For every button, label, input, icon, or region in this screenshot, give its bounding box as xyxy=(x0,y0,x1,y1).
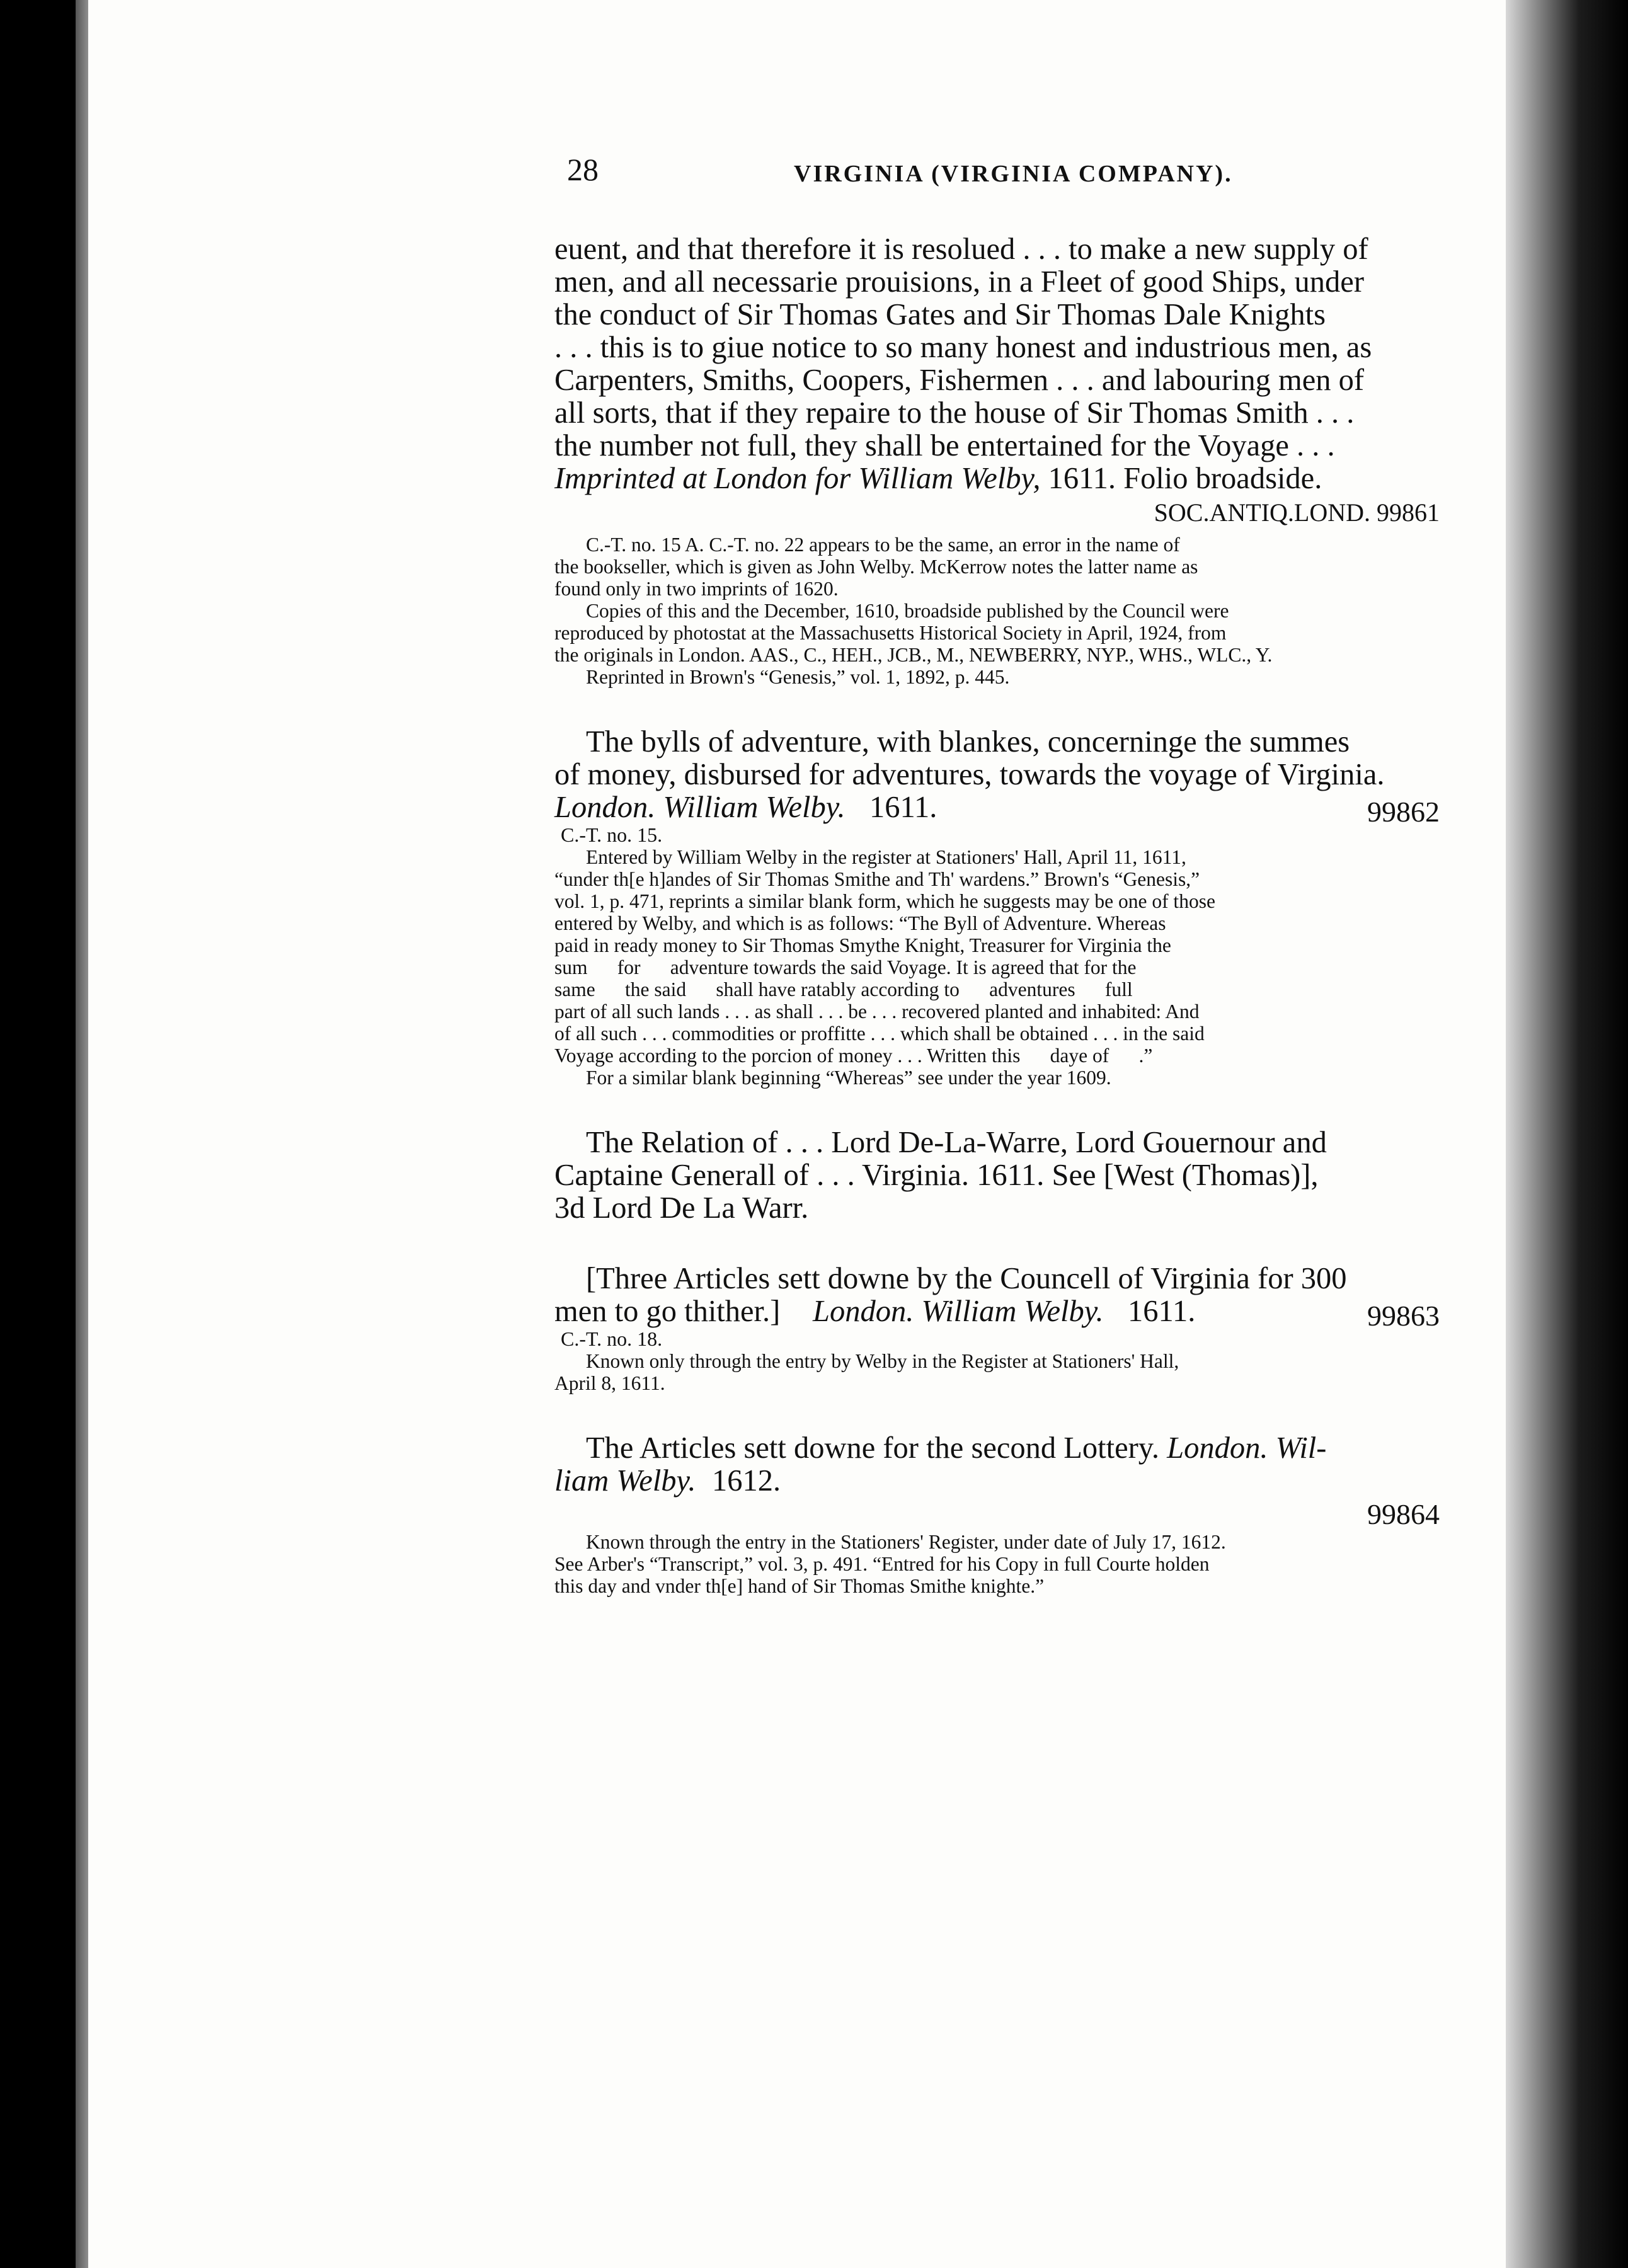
page-content xyxy=(554,233,1440,1597)
note-line: same the said shall have ratably according to adventures full xyxy=(554,978,1133,1000)
entry-number: 99863 xyxy=(1367,1300,1440,1332)
imprint-detail: 1611. Folio broadside. xyxy=(1048,462,1322,495)
text-line: Carpenters, Smiths, Coopers, Fishermen . . . and labouring men of xyxy=(554,364,1365,397)
text-line: the number not full, they shall be entertained for the Voyage . . . xyxy=(554,429,1335,462)
imprint-year: 1612. xyxy=(712,1464,781,1498)
imprint: liam Welby. xyxy=(554,1464,696,1498)
imprint-line xyxy=(554,462,1440,495)
note-line: Copies of this and the December, 1610, broadside published by the Council were xyxy=(586,600,1229,622)
location-number: SOC.ANTIQ.LOND. 99861 xyxy=(1154,498,1440,527)
entry-relation xyxy=(554,1126,1440,1225)
note-line: Voyage according to the porcion of money . . . Written this daye of .” xyxy=(554,1045,1153,1067)
text-line: The bylls of adventure, with blankes, concerninge the summes xyxy=(586,725,1350,759)
imprint-row xyxy=(554,791,1440,828)
note-line: See Arber's “Transcript,” vol. 3, p. 491. “Entred for his Copy in full Courte holden xyxy=(554,1553,1210,1575)
entry-text xyxy=(554,726,1440,791)
note-line: Reprinted in Brown's “Genesis,” vol. 1, 1892, p. 445. xyxy=(586,666,1010,688)
note-line: paid in ready money to Sir Thomas Smythe Knight, Treasurer for Virginia the xyxy=(554,934,1171,956)
entry-99863 xyxy=(554,1263,1440,1394)
imprint: London. Wil- xyxy=(1167,1431,1327,1465)
entry-text xyxy=(554,1432,1440,1465)
text-line: Captaine Generall of . . . Virginia. 1611. See [West (Thomas)], xyxy=(554,1159,1319,1192)
imprint-year: 1611. xyxy=(869,791,937,824)
text-line: euent, and that therefore it is resolued . . . to make a new supply of xyxy=(554,232,1368,266)
note-line: part of all such lands . . . as shall . . . be . . . recovered planted and inhabited: And xyxy=(554,1000,1200,1022)
text-line: of money, disbursed for adventures, towards the voyage of Virginia. xyxy=(554,758,1385,791)
running-title: VIRGINIA (VIRGINIA COMPANY). xyxy=(794,161,1233,187)
note-line: Known through the entry in the Stationers' Register, under date of July 17, 1612. xyxy=(586,1531,1226,1553)
text-line: . . . this is to giue notice to so many honest and industrious men, as xyxy=(554,331,1372,364)
entry-number: 99864 xyxy=(1367,1498,1440,1530)
note-line: entered by Welby, and which is as follows: “The Byll of Adventure. Whereas xyxy=(554,912,1166,934)
text-line xyxy=(554,1432,1440,1465)
entry-notes xyxy=(554,846,1440,1089)
imprint: Imprinted at London for William Welby, xyxy=(554,462,1041,495)
note-line: found only in two imprints of 1620. xyxy=(554,578,839,600)
note-line: the originals in London. AAS., C., HEH., JCB., M., NEWBERRY, NYP., WHS., WLC., Y. xyxy=(554,644,1273,666)
entry-text xyxy=(554,1126,1440,1225)
note-line: this day and vnder th[e] hand of Sir Thomas Smithe knighte.” xyxy=(554,1575,1045,1597)
note-line: For a similar blank beginning “Whereas” see under the year 1609. xyxy=(586,1067,1111,1089)
note-line: the bookseller, which is given as John Welby. McKerrow notes the latter name as xyxy=(554,556,1198,578)
text-line: the conduct of Sir Thomas Gates and Sir Thomas Dale Knights xyxy=(554,298,1326,331)
entry-notes xyxy=(554,534,1440,688)
imprint-row xyxy=(554,1295,1440,1332)
note-line: Entered by William Welby in the register at Stationers' Hall, April 11, 1611, xyxy=(586,846,1186,868)
reference: C.-T. no. 15. xyxy=(561,823,663,846)
note-line: sum for adventure towards the said Voyage. It is agreed that for the xyxy=(554,956,1137,978)
imprint-year: 1611. xyxy=(1128,1295,1196,1328)
entry-text xyxy=(554,233,1440,495)
title-text: The Articles sett downe for the second Lottery. xyxy=(586,1431,1159,1465)
entry-99862 xyxy=(554,726,1440,1089)
entry-notes xyxy=(554,1531,1440,1597)
text-line: 3d Lord De La Warr. xyxy=(554,1191,809,1225)
entry-99864 xyxy=(554,1432,1440,1597)
note-line: reproduced by photostat at the Massachusetts Historical Society in April, 1924, from xyxy=(554,622,1227,644)
imprint-row xyxy=(554,1465,1440,1498)
note-line: C.-T. no. 15 A. C.-T. no. 22 appears to be the same, an error in the name of xyxy=(586,534,1180,556)
imprint: London. William Welby. xyxy=(813,1295,1104,1328)
page-edge-shadow xyxy=(1506,0,1628,2268)
note-line: vol. 1, p. 471, reprints a similar blank form, which he suggests may be one of those xyxy=(554,890,1215,912)
text-line: [Three Articles sett downe by the Councell of Virginia for 300 xyxy=(586,1262,1347,1295)
page-number: 28 xyxy=(567,152,599,187)
text-line: The Relation of . . . Lord De-La-Warre, Lord Gouernour and xyxy=(586,1126,1327,1159)
text-line: all sorts, that if they repaire to the house of Sir Thomas Smith . . . xyxy=(554,396,1355,430)
note-line: Known only through the entry by Welby in the Register at Stationers' Hall, xyxy=(586,1350,1179,1372)
entry-99861 xyxy=(554,233,1440,688)
entry-number: 99862 xyxy=(1367,796,1440,828)
page-header xyxy=(567,151,1386,202)
note-line: April 8, 1611. xyxy=(554,1372,665,1394)
reference: C.-T. no. 18. xyxy=(561,1327,663,1350)
entry-notes xyxy=(554,1350,1440,1394)
imprint: London. William Welby. xyxy=(554,791,846,824)
text-line: men, and all necessarie prouisions, in a Fleet of good Ships, under xyxy=(554,265,1364,299)
note-line: “under th[e h]andes of Sir Thomas Smithe and Th' wardens.” Brown's “Genesis,” xyxy=(554,868,1200,890)
note-line: of all such . . . commodities or proffitte . . . which shall be obtained . . . in the said xyxy=(554,1022,1205,1045)
text-line: men to go thither.] xyxy=(554,1295,781,1328)
entry-text xyxy=(554,1263,1440,1295)
